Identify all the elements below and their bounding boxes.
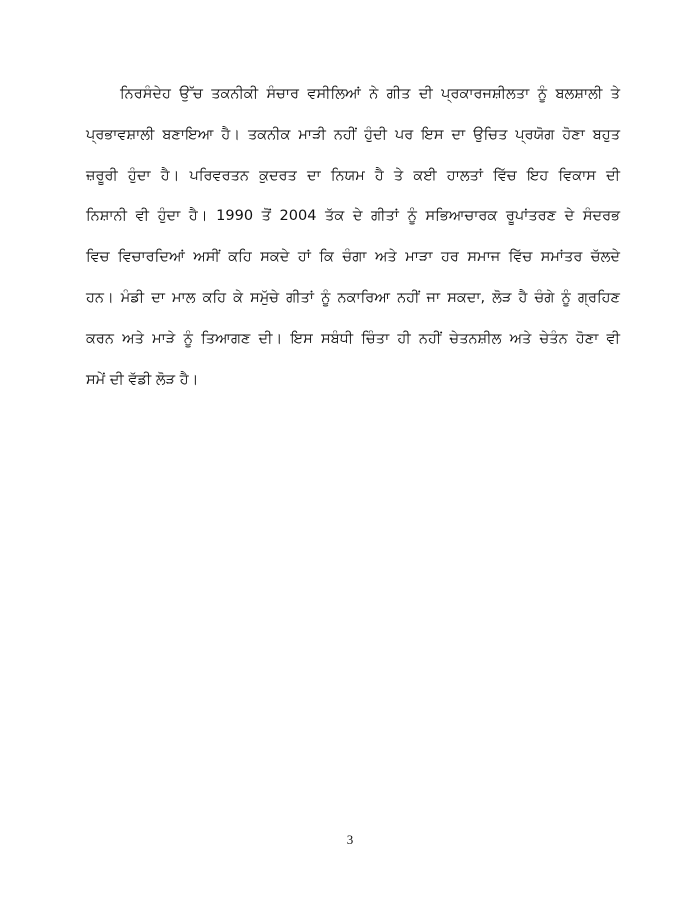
paragraph-line-1: ਨਿਰਸੰਦੇਹ ਉੱਚ ਤਕਨੀਕੀ ਸੰਚਾਰ ਵਸੀਲਿਆਂ ਨੇ ਗੀਤ ਦੀ ਪ੍ਰਕਾਰਜਸ਼ੀਲਤਾ ਨੂੰ ਬਲਸ਼ਾਲੀ ਤੇ <box>120 86 620 102</box>
paragraph-line-7: ਕਰਨ ਅਤੇ ਮਾੜੇ ਨੂੰ ਤਿਆਗਣ ਦੀ। ਇਸ ਸਬੰਧੀ ਚਿੰਤਾ ਹੀ ਨਹੀਂ ਚੇਤਨਸ਼ੀਲ ਅਤੇ ਚੇਤੰਨ ਹੋਣਾ ਵੀ <box>86 330 620 347</box>
paragraph-line-4: ਨਿਸ਼ਾਨੀ ਵੀ ਹੁੰਦਾ ਹੈ। 1990 ਤੋਂ 2004 ਤੱਕ ਦੇ ਗੀਤਾਂ ਨੂੰ ਸਭਿਆਚਾਰਕ ਰੂਪਾਂਤਰਣ ਦੇ ਸੰਦਰਭ <box>86 208 620 225</box>
paragraph-line-2: ਪ੍ਰਭਾਵਸ਼ਾਲੀ ਬਣਾਇਆ ਹੈ। ਤਕਨੀਕ ਮਾੜੀ ਨਹੀਂ ਹੁੰਦੀ ਪਰ ਇਸ ਦਾ ਉਚਿਤ ਪ੍ਰਯੋਗ ਹੋਣਾ ਬਹੁਤ <box>86 126 620 143</box>
page-number: 3 <box>346 832 354 847</box>
body-paragraph <box>86 78 620 404</box>
paragraph-line-8: ਸਮੇਂ ਦੀ ਵੱਡੀ ਲੋੜ ਹੈ। <box>86 371 199 388</box>
paragraph-line-5: ਵਿਚ ਵਿਚਾਰਦਿਆਂ ਅਸੀਂ ਕਹਿ ਸਕਦੇ ਹਾਂ ਕਿ ਚੰਗਾ ਅਤੇ ਮਾੜਾ ਹਰ ਸਮਾਜ ਵਿੱਚ ਸਮਾਂਤਰ ਚੱਲਦੇ <box>86 249 620 266</box>
paragraph-line-3: ਜ਼ਰੂਰੀ ਹੁੰਦਾ ਹੈ। ਪਰਿਵਰਤਨ ਕੁਦਰਤ ਦਾ ਨਿਯਮ ਹੈ ਤੇ ਕਈ ਹਾਲਤਾਂ ਵਿੱਚ ਇਹ ਵਿਕਾਸ ਦੀ <box>86 167 620 184</box>
paragraph-line-6: ਹਨ। ਮੰਡੀ ਦਾ ਮਾਲ ਕਹਿ ਕੇ ਸਮੁੱਚੇ ਗੀਤਾਂ ਨੂੰ ਨਕਾਰਿਆ ਨਹੀਂ ਜਾ ਸਕਦਾ, ਲੋੜ ਹੈ ਚੰਗੇ ਨੂੰ ਗ੍ਰਹਿਣ <box>86 289 620 306</box>
